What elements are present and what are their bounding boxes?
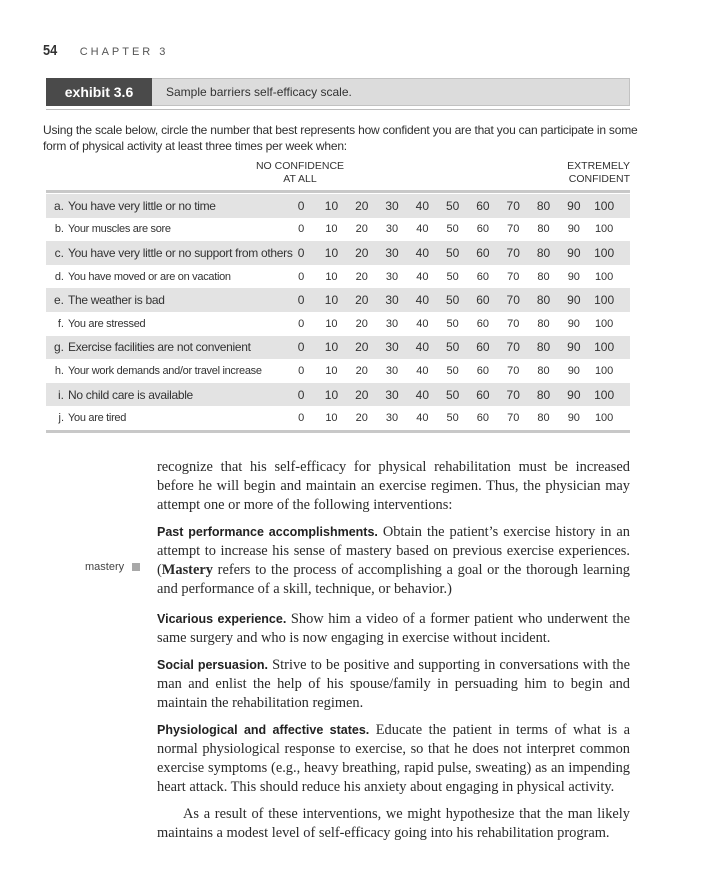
scale-value-option[interactable]: 50 [446, 412, 459, 425]
scale-value-option[interactable]: 20 [355, 223, 368, 236]
scale-value-option[interactable]: 90 [567, 387, 581, 402]
item-letter: i. [58, 387, 64, 402]
scale-value-option[interactable]: 90 [567, 198, 581, 213]
item-text: You are stressed [68, 317, 146, 330]
scale-value-option[interactable]: 60 [476, 245, 490, 260]
scale-value-option[interactable]: 60 [476, 364, 490, 377]
scale-value-option[interactable]: 70 [507, 270, 520, 283]
heading-physiological: Physiological and affective states. [157, 723, 370, 737]
scale-value-option[interactable]: 30 [385, 340, 399, 355]
scale-values [286, 412, 619, 424]
text-past-performance-b: refers to the process of accomplishing a goal or the thorough learning and performance of a skill, technique, or behavior.) [157, 562, 630, 597]
scale-value-option[interactable]: 60 [476, 317, 490, 330]
scale-value-option[interactable]: 90 [567, 412, 580, 425]
scale-value-option[interactable]: 90 [567, 270, 580, 283]
scale-label-low-line1: NO CONFIDENCE [255, 160, 345, 172]
scale-value-option[interactable]: 40 [415, 387, 430, 402]
item-text: You have very little or no time [68, 198, 216, 213]
table-row [46, 265, 630, 289]
scale-value-option[interactable]: 80 [536, 245, 551, 260]
item-letter: h. [54, 364, 64, 377]
table-row [46, 312, 630, 336]
scale-values [286, 388, 619, 402]
scale-value-option[interactable]: 70 [507, 223, 520, 236]
scale-value-option[interactable]: 60 [476, 412, 490, 425]
text-past-performance-a: Obtain the patient’s exercise history in an attempt to increase his sense of mastery based on previous exercise experiences. ( [157, 524, 631, 578]
scale-values [286, 365, 619, 377]
item-letter: f. [57, 317, 64, 330]
scale-value-option[interactable]: 100 [594, 293, 615, 308]
scale-value-option[interactable]: 80 [537, 364, 550, 377]
scale-value-option[interactable]: 50 [446, 317, 459, 330]
scale-values [286, 246, 619, 260]
scale-value-option[interactable]: 90 [567, 245, 581, 260]
text-physiological: Educate the patient in terms of what is a normal physiological response to exercise, so that he does not interpret common exercise symptoms (e.g., heavy breathing, rapid pulse, sweating) as an impending heart attack. This should reduce his anxiety about engaging in physical activity. [157, 722, 630, 795]
scale-value-option[interactable]: 40 [416, 223, 429, 236]
scale-value-option[interactable]: 90 [567, 340, 581, 355]
scale-value-option[interactable]: 70 [507, 317, 520, 330]
scale-value-option[interactable]: 0 [297, 387, 305, 402]
scale-value-option[interactable]: 50 [446, 364, 459, 377]
scale-value-option[interactable]: 70 [506, 293, 520, 308]
margin-term-label: mastery [85, 561, 125, 573]
scale-value-option[interactable]: 10 [325, 364, 338, 377]
scale-value-option[interactable]: 30 [385, 387, 399, 402]
scale-value-option[interactable]: 60 [476, 387, 490, 402]
scale-value-option[interactable]: 40 [415, 293, 430, 308]
scale-value-option[interactable]: 30 [385, 198, 399, 213]
item-letter: g. [53, 340, 64, 355]
scale-value-option[interactable]: 70 [507, 364, 520, 377]
scale-value-option[interactable]: 30 [385, 223, 399, 236]
exhibit-header [46, 78, 630, 106]
item-letter: c. [54, 245, 64, 260]
item-text: No child care is available [68, 387, 193, 402]
item-text: The weather is bad [68, 293, 165, 308]
item-text: Your muscles are sore [68, 223, 171, 236]
paragraph-physiological [157, 721, 630, 797]
scale-value-option[interactable]: 30 [385, 245, 399, 260]
scale-value-option[interactable]: 100 [594, 198, 615, 213]
table-row [46, 406, 630, 430]
scale-value-option[interactable]: 20 [355, 245, 369, 260]
item-text: You have very little or no support from others [68, 245, 293, 260]
scale-value-option[interactable]: 10 [324, 198, 339, 213]
scale-value-option[interactable]: 70 [506, 340, 520, 355]
scale-value-option[interactable]: 90 [567, 364, 580, 377]
scale-label-high [560, 160, 630, 186]
scale-value-option[interactable]: 60 [476, 198, 490, 213]
page-number: 54 [43, 42, 58, 59]
intro-paragraph: recognize that his self-efficacy for physical rehabilitation must be increased before he will begin and maintain an exercise regimen. Thus, the physician may attempt one or more of the following interventions: [157, 459, 630, 513]
scale-values [286, 223, 619, 235]
scale-value-option[interactable]: 100 [594, 317, 614, 330]
text-vicarious: Show him a video of a former patient who underwent the same surgery and who is now engaging in exercise without incident. [157, 611, 630, 646]
item-text: Your work demands and/or travel increase [68, 364, 262, 377]
scale-value-option[interactable]: 20 [355, 387, 369, 402]
scale-value-option[interactable]: 70 [506, 245, 520, 260]
scale-label-low-line2: AT ALL [283, 173, 317, 185]
table-top-rule [46, 190, 630, 193]
scale-value-option[interactable]: 0 [297, 198, 305, 213]
scale-value-option[interactable]: 0 [298, 317, 305, 330]
table-row [46, 383, 630, 407]
scale-value-option[interactable]: 50 [446, 223, 459, 236]
scale-value-option[interactable]: 50 [446, 270, 459, 283]
scale-value-option[interactable]: 80 [537, 317, 550, 330]
chapter-label: CHAPTER 3 [79, 46, 169, 58]
scale-value-option[interactable]: 30 [385, 364, 399, 377]
item-text: You are tired [68, 412, 127, 425]
scale-values [286, 318, 619, 330]
scale-values [286, 199, 619, 213]
item-text: Exercise facilities are not convenient [68, 340, 251, 355]
item-letter: b. [54, 223, 64, 236]
scale-value-option[interactable]: 10 [325, 317, 338, 330]
scale-value-option[interactable]: 10 [325, 270, 338, 283]
paragraph-social-persuasion [157, 656, 630, 713]
heading-past-performance: Past performance accomplishments. [157, 525, 378, 539]
scale-value-option[interactable]: 0 [298, 270, 305, 283]
table-row [46, 194, 630, 218]
table-row [46, 241, 630, 265]
scale-value-option[interactable]: 100 [594, 364, 614, 377]
table-row [46, 288, 630, 312]
scale-value-option[interactable]: 10 [324, 387, 339, 402]
scale-value-option[interactable]: 80 [537, 270, 550, 283]
scale-value-option[interactable]: 20 [355, 317, 368, 330]
scale-value-option[interactable]: 100 [594, 340, 615, 355]
scale-value-option[interactable]: 90 [567, 317, 580, 330]
scale-label-high-line1: EXTREMELY [567, 160, 630, 172]
scale-values [286, 340, 619, 354]
scale-value-option[interactable]: 80 [536, 293, 551, 308]
scale-value-option[interactable]: 0 [297, 293, 305, 308]
scale-value-option[interactable]: 80 [537, 412, 550, 425]
text-social-persuasion: Strive to be positive and supporting in conversations with the man and enlist the help of his spouse/family in persuading him to begin and maintain the rehabilitation regimen. [157, 657, 630, 711]
scale-value-option[interactable]: 80 [536, 198, 551, 213]
scale-value-option[interactable]: 40 [415, 340, 430, 355]
scale-value-option[interactable]: 20 [355, 412, 368, 425]
scale-value-option[interactable]: 100 [594, 387, 615, 402]
scale-value-option[interactable]: 40 [415, 198, 430, 213]
scale-value-option[interactable]: 100 [594, 223, 614, 236]
scale-value-option[interactable]: 40 [415, 245, 430, 260]
scale-value-option[interactable]: 0 [298, 223, 305, 236]
scale-value-option[interactable]: 40 [416, 364, 429, 377]
scale-label-low [250, 160, 350, 186]
scale-value-option[interactable]: 100 [594, 412, 614, 425]
scale-value-option[interactable]: 80 [536, 340, 551, 355]
heading-social-persuasion: Social persuasion. [157, 658, 269, 672]
item-letter: d. [54, 270, 64, 283]
scale-value-option[interactable]: 40 [416, 270, 429, 283]
scale-value-option[interactable]: 10 [324, 245, 339, 260]
scale-value-option[interactable]: 90 [567, 293, 581, 308]
running-head [43, 42, 168, 59]
scale-value-option[interactable]: 60 [476, 270, 490, 283]
scale-value-option[interactable]: 0 [297, 340, 305, 355]
table-row [46, 218, 630, 242]
scale-value-option[interactable]: 50 [445, 245, 460, 260]
exhibit-tag: exhibit 3.6 [46, 78, 152, 106]
barriers-scale-table [46, 194, 630, 430]
item-text: You have moved or are on vacation [68, 270, 231, 283]
closing-paragraph: As a result of these interventions, we might hypothesize that the man likely maintains a modest level of self-efficacy going into his rehabilitation program. [157, 806, 630, 841]
scale-value-option[interactable]: 0 [297, 245, 305, 260]
table-row [46, 336, 630, 360]
scale-value-option[interactable]: 30 [385, 412, 399, 425]
scale-value-option[interactable]: 20 [355, 340, 369, 355]
paragraph-past-performance [157, 523, 630, 599]
square-bullet-icon [132, 563, 140, 571]
scale-value-option[interactable]: 100 [594, 270, 614, 283]
scale-value-option[interactable]: 60 [476, 340, 490, 355]
item-letter: j. [58, 412, 64, 425]
exhibit-caption: Sample barriers self-efficacy scale. [152, 78, 630, 106]
paragraph-vicarious [157, 610, 630, 648]
item-letter: a. [53, 198, 64, 213]
scale-values [286, 271, 619, 283]
scale-value-option[interactable]: 50 [445, 340, 460, 355]
scale-value-option[interactable]: 50 [445, 387, 460, 402]
scale-value-option[interactable]: 0 [298, 412, 305, 425]
scale-value-option[interactable]: 40 [416, 412, 429, 425]
scale-label-high-line2: CONFIDENT [568, 173, 630, 185]
scale-value-option[interactable]: 30 [385, 317, 399, 330]
scale-value-option[interactable]: 30 [385, 293, 399, 308]
scale-value-option[interactable]: 70 [507, 412, 520, 425]
margin-glossary-term [85, 561, 140, 573]
scale-value-option[interactable]: 20 [355, 270, 368, 283]
scale-value-option[interactable]: 60 [476, 293, 490, 308]
scale-value-option[interactable]: 70 [506, 387, 520, 402]
table-row [46, 359, 630, 383]
scale-value-option[interactable]: 0 [298, 364, 305, 377]
scale-instructions: Using the scale below, circle the number that best represents how confident you are that you can participate in some form of physical activity at least three times per week when: [43, 123, 638, 153]
scale-values [286, 293, 619, 307]
scale-value-option[interactable]: 20 [355, 293, 369, 308]
scale-value-option[interactable]: 30 [385, 270, 399, 283]
scale-value-option[interactable]: 80 [537, 223, 550, 236]
exhibit-rule [46, 109, 630, 110]
scale-value-option[interactable]: 50 [445, 198, 460, 213]
scale-value-option[interactable]: 60 [476, 223, 490, 236]
scale-value-option[interactable]: 50 [445, 293, 460, 308]
scale-value-option[interactable]: 90 [567, 223, 580, 236]
heading-vicarious: Vicarious experience. [157, 612, 287, 626]
scale-value-option[interactable]: 70 [506, 198, 520, 213]
scale-value-option[interactable]: 10 [325, 412, 338, 425]
scale-value-option[interactable]: 20 [355, 364, 368, 377]
scale-value-option[interactable]: 10 [324, 293, 339, 308]
scale-value-option[interactable]: 10 [324, 340, 339, 355]
scale-value-option[interactable]: 20 [355, 198, 369, 213]
scale-value-option[interactable]: 40 [416, 317, 429, 330]
scale-value-option[interactable]: 10 [325, 223, 338, 236]
scale-value-option[interactable]: 80 [536, 387, 551, 402]
term-mastery: Mastery [161, 562, 213, 578]
table-bottom-rule [46, 430, 630, 433]
item-letter: e. [53, 293, 64, 308]
scale-value-option[interactable]: 100 [594, 245, 615, 260]
